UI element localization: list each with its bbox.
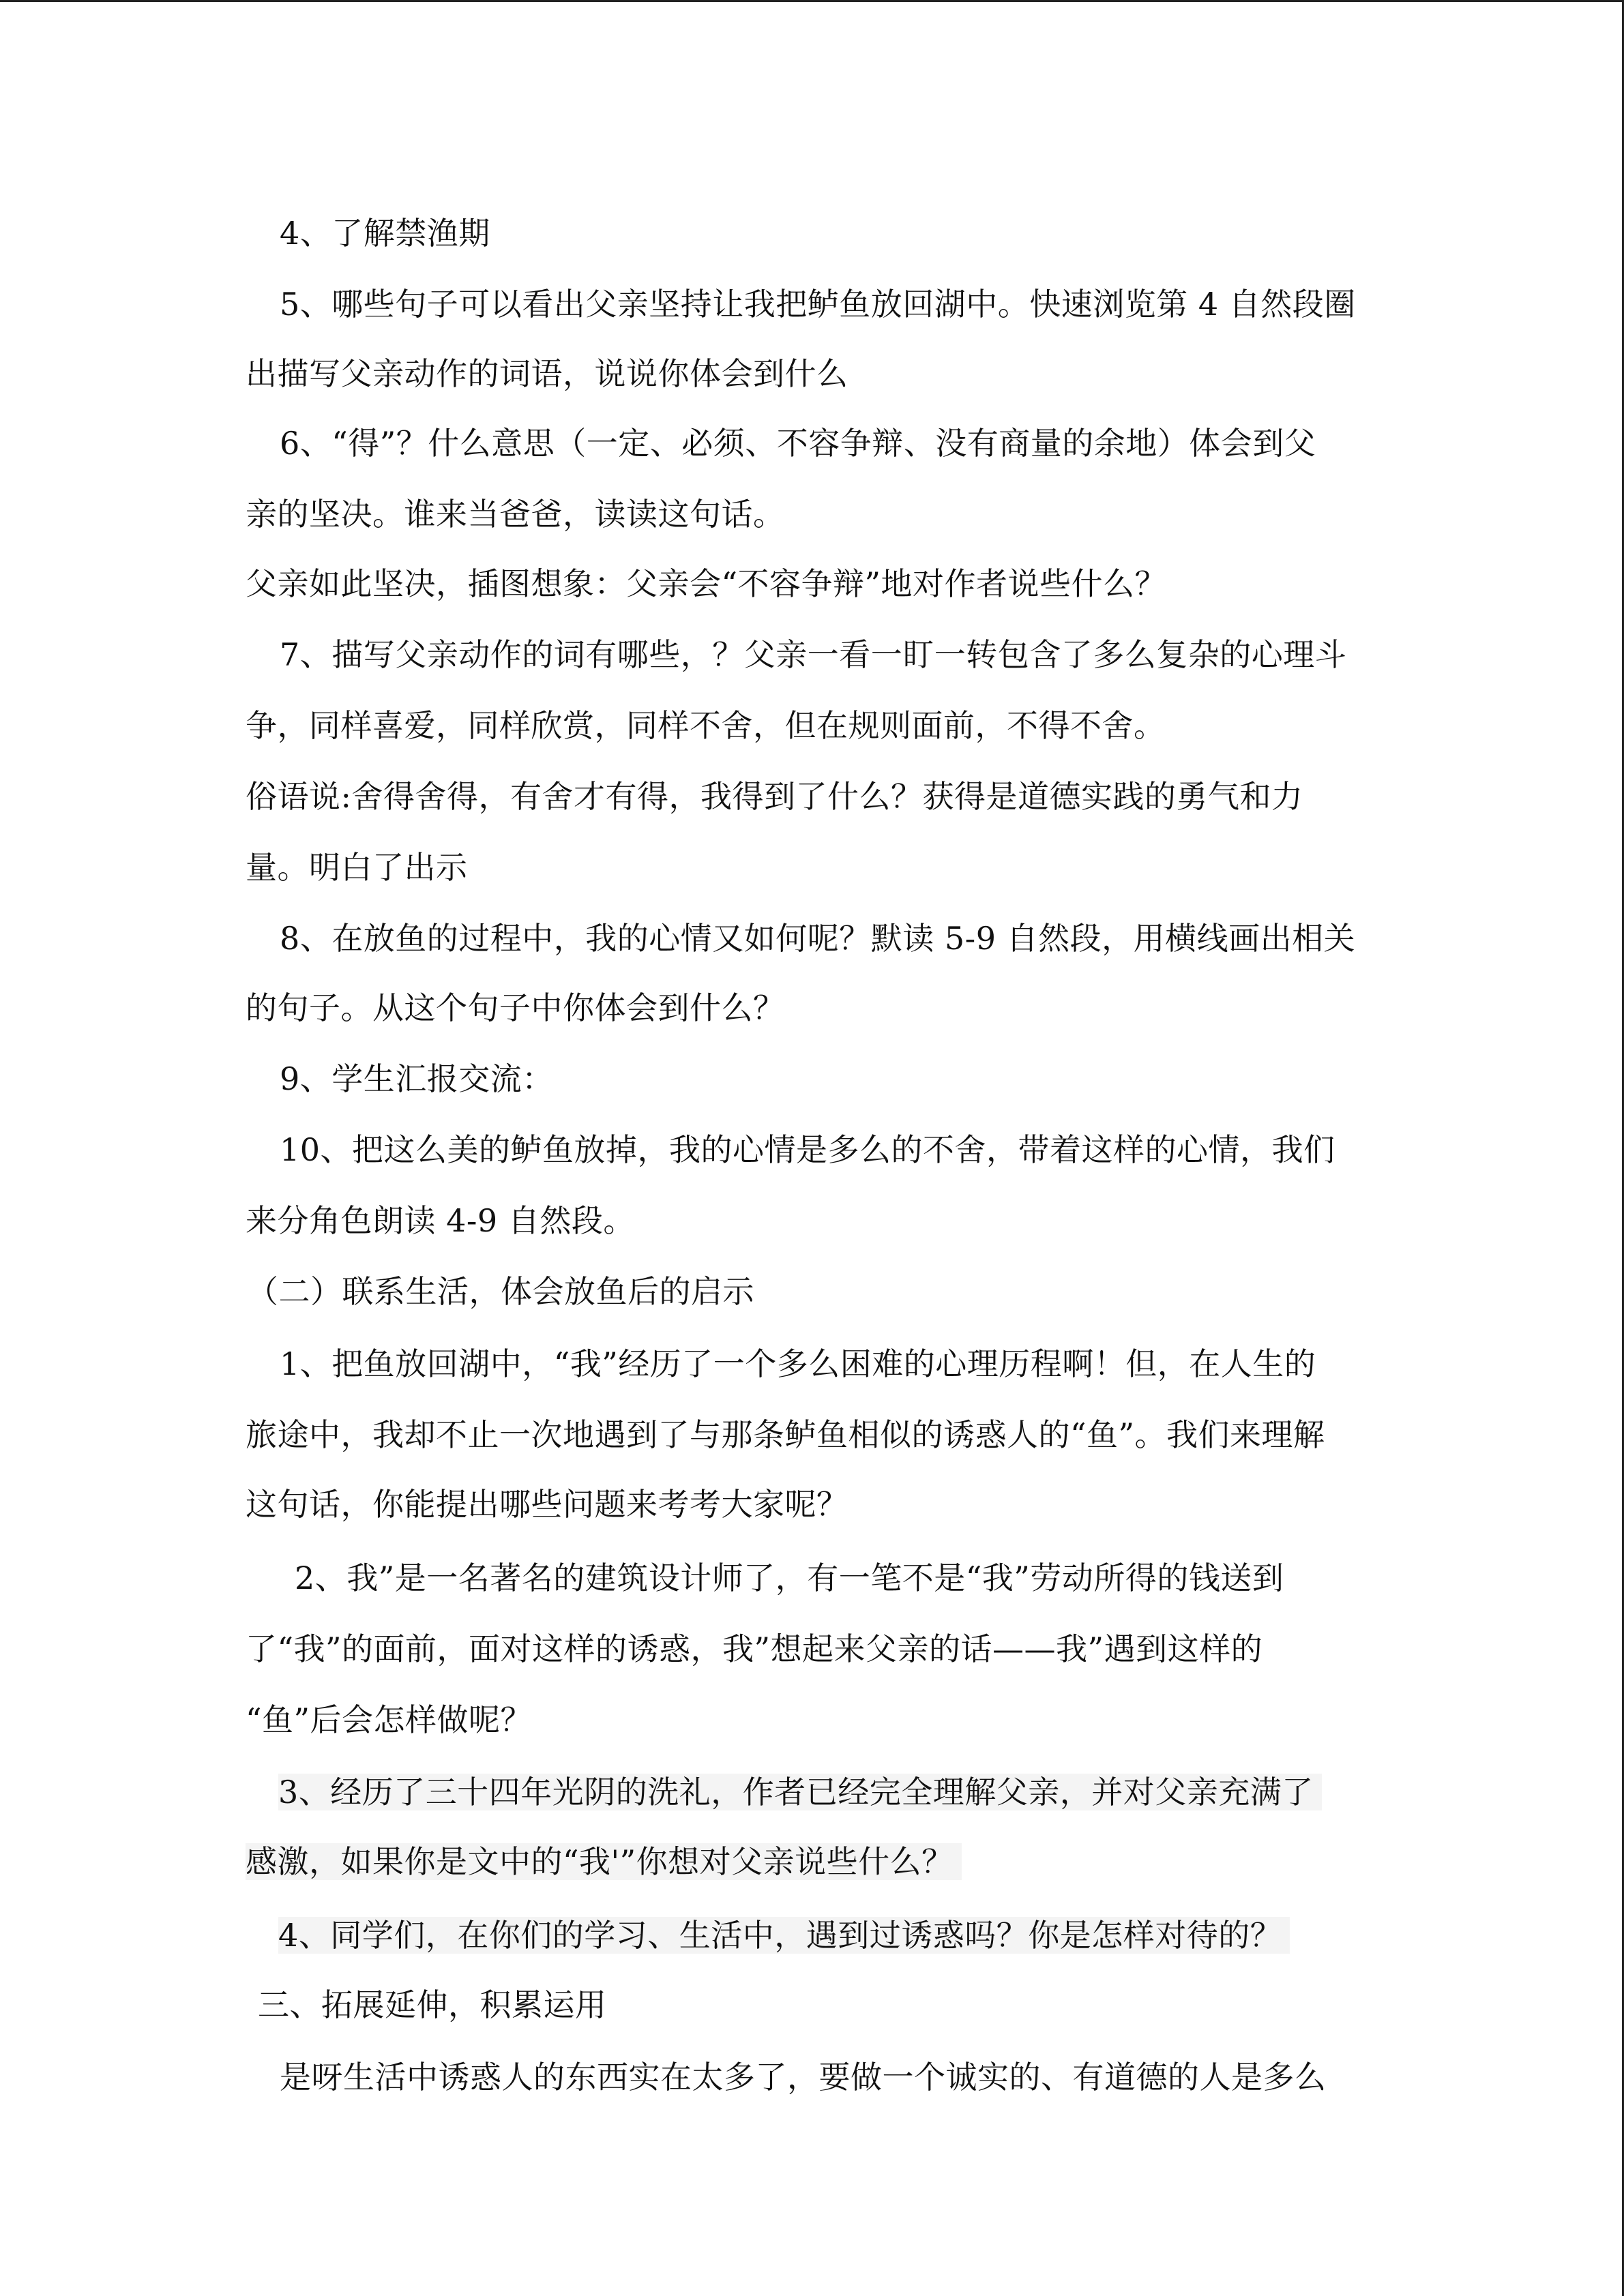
text-line: 10、把这么美的鲈鱼放掉，我的心情是多么的不舍，带着这样的心情，我们 (280, 1131, 1335, 1168)
text-line: 4、了解禁渔期 (280, 215, 490, 252)
text-line: 争，同样喜爱，同样欣赏，同样不舍，但在规则面前，不得不舍。 (246, 707, 1166, 744)
text-line: 6、“得”？什么意思（一定、必须、不容争辩、没有商量的余地）体会到父 (280, 425, 1316, 462)
text-line: 旅途中，我却不止一次地遇到了与那条鲈鱼相似的诱惑人的“鱼”。我们来理解 (246, 1416, 1325, 1453)
text-line: 来分角色朗读 4-9 自然段。 (246, 1202, 635, 1239)
text-line (278, 1773, 1424, 1811)
text-line (278, 1916, 1424, 1954)
text-line: 出描写父亲动作的词语，说说你体会到什么 (246, 355, 848, 392)
section-heading: （二）联系生活，体会放鱼后的启示 (247, 1273, 754, 1310)
text-line: 亲的坚决。谁来当爸爸，读读这句话。 (246, 496, 785, 533)
text-line: 5、哪些句子可以看出父亲坚持让我把鲈鱼放回湖中。快速浏览第 4 自然段圈 (280, 286, 1356, 323)
text-line: 父亲如此坚决，插图想象：父亲会“不容争辩”地对作者说些什么？ (246, 565, 1167, 602)
text-line (246, 1843, 1391, 1881)
text-line: 1、把鱼放回湖中，“我”经历了一个多么困难的心理历程啊！但，在人生的 (280, 1345, 1316, 1382)
highlighted-text: 4、同学们，在你们的学习、生活中，遇到过诱惑吗？你是怎样对待的？ (278, 1917, 1290, 1954)
text-line: 7、描写父亲动作的词有哪些，？父亲一看一盯一转包含了多么复杂的心理斗 (280, 636, 1347, 673)
text-line: 这句话，你能提出哪些问题来考考大家呢？ (246, 1486, 848, 1523)
text-line: 俗语说:舍得舍得，有舍才有得，我得到了什么？获得是道德实践的勇气和力 (246, 778, 1303, 815)
text-line: 2、我”是一名著名的建筑设计师了，有一笔不是“我”劳动所得的钱送到 (295, 1560, 1284, 1596)
text-line: 是呀生活中诱惑人的东西实在太多了，要做一个诚实的、有道德的人是多么 (280, 2059, 1327, 2096)
highlighted-text: 3、经历了三十四年光阴的洗礼，作者已经完全理解父亲，并对父亲充满了 (278, 1774, 1322, 1810)
highlighted-text: 感激，如果你是文中的“我'”你想对父亲说些什么？ (246, 1843, 962, 1880)
text-line: 9、学生汇报交流： (280, 1060, 554, 1097)
section-heading: 三、拓展延伸，积累运用 (258, 1986, 607, 2023)
text-line: 量。明白了出示 (246, 849, 468, 886)
text-line: 的句子。从这个句子中你体会到什么？ (246, 989, 785, 1026)
text-line: 8、在放鱼的过程中，我的心情又如何呢？默读 5-9 自然段，用横线画出相关 (280, 920, 1356, 957)
text-line: “鱼”后会怎样做呢？ (246, 1701, 533, 1738)
text-line: 了“我”的面前，面对这样的诱惑，我”想起来父亲的话——我”遇到这样的 (246, 1630, 1263, 1667)
